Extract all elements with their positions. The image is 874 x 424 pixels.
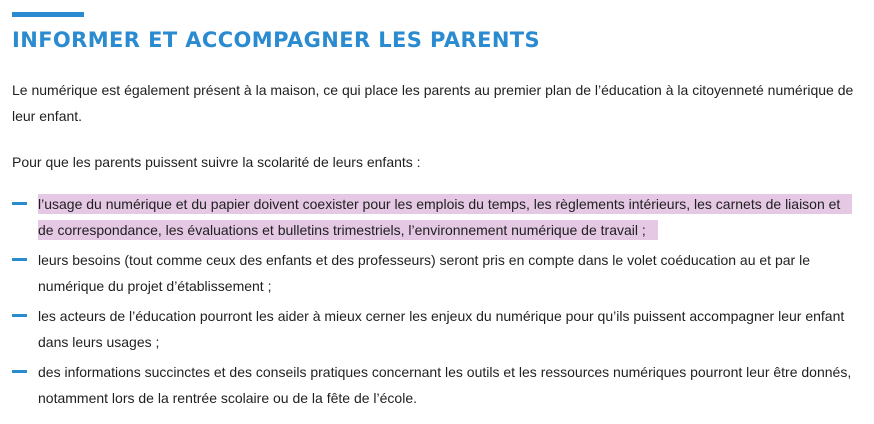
dash-icon [12,202,27,205]
list-item [12,191,854,243]
list-item-text: leurs besoins (tout comme ceux des enfants et des professeurs) seront pris en compte dans le volet coéducation au et par le numérique du projet d’établissement ; [38,252,810,294]
intro-paragraph: Le numérique est également présent à la maison, ce qui place les parents au premier plan de l’éducation à la citoyenneté numérique de leur enfant. [12,82,854,124]
list-item [12,247,854,299]
list-item-text-highlighted: l’usage du numérique et du papier doivent coexister pour les emplois du temps, les règlements intérieurs, les carnets de liaison et de correspondance, les évaluations et bulletins trimestriels, l’environnement numérique de travail ; [38,194,852,240]
list-item [12,303,854,355]
dash-icon [12,370,27,373]
dash-icon [12,258,27,261]
list-item-text: les acteurs de l’éducation pourront les aider à mieux cerner les enjeux du numérique pour qu’ils puissent accompagner leur enfant dans leurs usages ; [38,308,845,350]
section-heading: INFORMER ET ACCOMPAGNER LES PARENTS [12,28,541,52]
title-accent-bar [12,12,84,17]
content-section [12,12,854,415]
list-item [12,359,854,411]
dash-icon [12,314,27,317]
list-item-text: des informations succinctes et des conseils pratiques concernant les outils et les ressources numériques pourront leur être donnés, notamment lors de la rentrée scolaire ou de la fête de l’école. [38,364,852,406]
list-intro-paragraph: Pour que les parents puissent suivre la scolarité de leurs enfants : [12,154,421,170]
bullet-list [12,191,854,411]
